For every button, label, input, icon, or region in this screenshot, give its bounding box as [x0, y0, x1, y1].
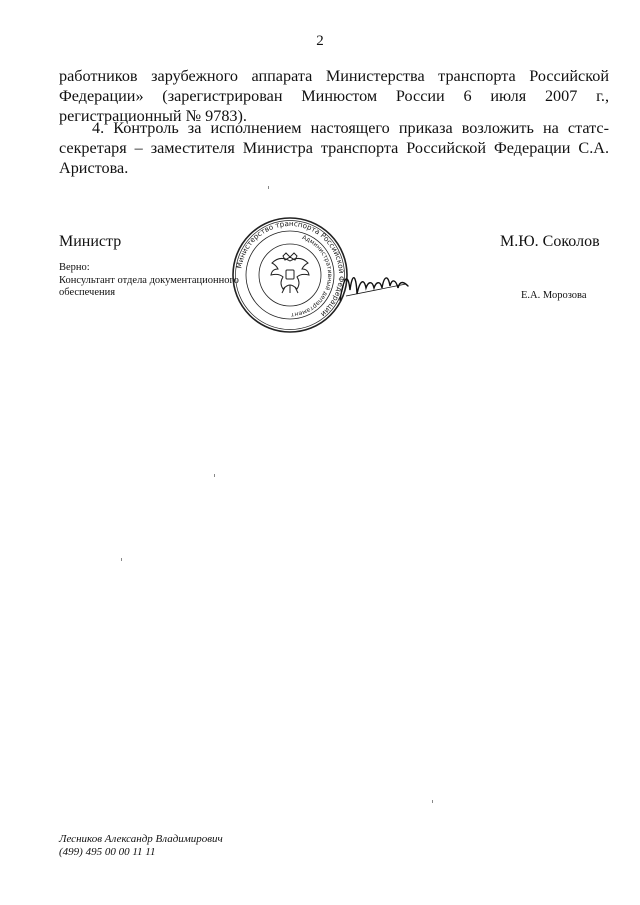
seal-outer-text: Министерство транспорта Российской Федерации [234, 218, 347, 319]
body-paragraph-2: 4. Контроль за исполнением настоящего приказа возложить на статс-секретаря – заместителя Министра транспорта Российской Федерации С.А. Аристова. [59, 119, 609, 177]
executor-phone: (499) 495 00 00 11 11 [59, 846, 156, 858]
executor-name: Лесников Александр Владимирович [59, 833, 223, 845]
scan-speck [121, 558, 122, 561]
minister-name: М.Ю. Соколов [500, 233, 600, 250]
certifier-name: Е.А. Морозова [521, 290, 587, 301]
body-paragraph-1: работников зарубежного аппарата Министерства транспорта Российской Федерации» (зарегистрирован Минюстом России 6 июля 2007 г., регистрационный № 9783). [59, 67, 609, 125]
scan-speck [268, 186, 269, 189]
scan-speck [214, 474, 215, 477]
official-seal-stamp [230, 215, 350, 335]
page-number: 2 [316, 33, 324, 49]
consultant-title-line-2: обеспечения [59, 287, 116, 298]
eagle-emblem-icon [271, 253, 309, 293]
handwritten-signature [336, 266, 416, 306]
scan-speck [432, 800, 433, 803]
verno-label: Верно: [59, 262, 90, 273]
minister-position-label: Министр [59, 233, 122, 250]
consultant-title-line-1: Консультант отдела документационного [59, 275, 239, 286]
seal-inner-text: Административный департамент [290, 234, 334, 319]
